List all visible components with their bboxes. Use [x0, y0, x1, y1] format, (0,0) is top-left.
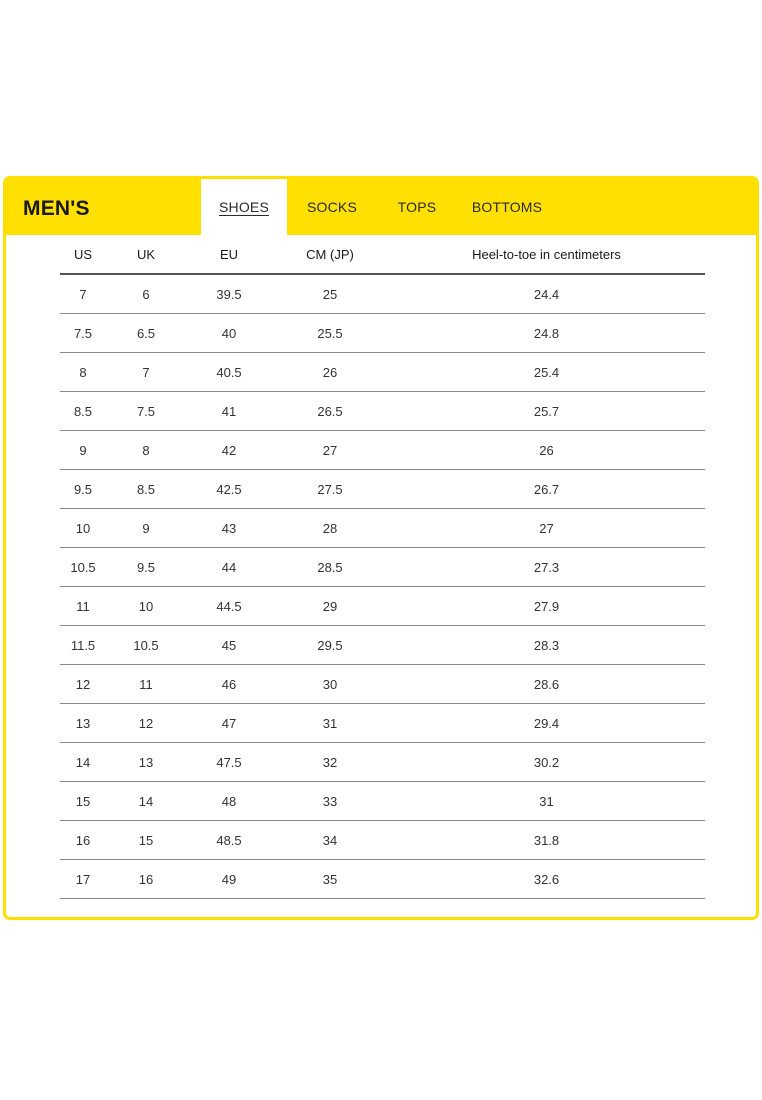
table-row	[60, 860, 705, 899]
cell-eu: 42.5	[186, 470, 272, 509]
cell-us: 15	[60, 782, 106, 821]
cell-us: 16	[60, 821, 106, 860]
cell-cm-jp: 32	[272, 743, 388, 782]
tab-shoes-label: SHOES	[218, 199, 269, 215]
cell-eu: 44	[186, 548, 272, 587]
table-row	[60, 353, 705, 392]
cell-cm-jp: 25.5	[272, 314, 388, 353]
cell-cm-jp: 34	[272, 821, 388, 860]
cell-us: 11.5	[60, 626, 106, 665]
cell-heel-to-toe: 28.6	[388, 665, 705, 704]
table-row	[60, 314, 705, 353]
cell-cm-jp: 27.5	[272, 470, 388, 509]
table-row	[60, 665, 705, 704]
cell-cm-jp: 35	[272, 860, 388, 899]
table-row	[60, 470, 705, 509]
cell-us: 13	[60, 704, 106, 743]
cell-uk: 9	[106, 509, 186, 548]
table-row	[60, 704, 705, 743]
cell-eu: 45	[186, 626, 272, 665]
size-table	[60, 236, 705, 899]
cell-heel-to-toe: 28.3	[388, 626, 705, 665]
cell-uk: 15	[106, 821, 186, 860]
category-tabs	[201, 179, 557, 235]
cell-us: 8	[60, 353, 106, 392]
cell-uk: 12	[106, 704, 186, 743]
cell-us: 12	[60, 665, 106, 704]
cell-us: 14	[60, 743, 106, 782]
cell-uk: 10.5	[106, 626, 186, 665]
cell-uk: 10	[106, 587, 186, 626]
cell-cm-jp: 25	[272, 274, 388, 314]
table-row	[60, 587, 705, 626]
cell-heel-to-toe: 24.4	[388, 274, 705, 314]
cell-cm-jp: 29	[272, 587, 388, 626]
column-header-uk: UK	[106, 236, 186, 274]
cell-heel-to-toe: 31.8	[388, 821, 705, 860]
cell-heel-to-toe: 27	[388, 509, 705, 548]
tab-tops-label: TOPS	[397, 199, 437, 215]
cell-eu: 44.5	[186, 587, 272, 626]
size-chart-card	[3, 176, 759, 920]
cell-eu: 49	[186, 860, 272, 899]
tab-bottoms-label: BOTTOMS	[471, 199, 543, 215]
cell-uk: 9.5	[106, 548, 186, 587]
cell-us: 7.5	[60, 314, 106, 353]
tab-socks-label: SOCKS	[306, 199, 357, 215]
cell-heel-to-toe: 29.4	[388, 704, 705, 743]
table-row	[60, 743, 705, 782]
table-row	[60, 626, 705, 665]
section-title: MEN'S	[23, 197, 90, 220]
cell-heel-to-toe: 25.7	[388, 392, 705, 431]
cell-uk: 7.5	[106, 392, 186, 431]
cell-uk: 8	[106, 431, 186, 470]
cell-heel-to-toe: 26.7	[388, 470, 705, 509]
cell-heel-to-toe: 30.2	[388, 743, 705, 782]
column-header-eu: EU	[186, 236, 272, 274]
cell-heel-to-toe: 32.6	[388, 860, 705, 899]
cell-eu: 47	[186, 704, 272, 743]
table-header-row	[60, 236, 705, 274]
cell-heel-to-toe: 25.4	[388, 353, 705, 392]
cell-us: 10.5	[60, 548, 106, 587]
cell-eu: 42	[186, 431, 272, 470]
cell-heel-to-toe: 31	[388, 782, 705, 821]
tab-bottoms[interactable]	[457, 179, 557, 235]
cell-cm-jp: 29.5	[272, 626, 388, 665]
cell-cm-jp: 27	[272, 431, 388, 470]
cell-eu: 40.5	[186, 353, 272, 392]
tab-socks[interactable]	[287, 179, 377, 235]
tab-tops[interactable]	[377, 179, 457, 235]
column-header-heel-to-toe: Heel-to-toe in centimeters	[388, 236, 705, 274]
cell-heel-to-toe: 27.3	[388, 548, 705, 587]
cell-eu: 47.5	[186, 743, 272, 782]
cell-eu: 48	[186, 782, 272, 821]
column-header-cm-jp: CM (JP)	[272, 236, 388, 274]
cell-uk: 8.5	[106, 470, 186, 509]
cell-heel-to-toe: 24.8	[388, 314, 705, 353]
cell-eu: 48.5	[186, 821, 272, 860]
cell-eu: 39.5	[186, 274, 272, 314]
cell-uk: 13	[106, 743, 186, 782]
cell-us: 17	[60, 860, 106, 899]
cell-uk: 11	[106, 665, 186, 704]
size-chart-header	[6, 179, 756, 235]
cell-uk: 6	[106, 274, 186, 314]
cell-uk: 16	[106, 860, 186, 899]
cell-uk: 14	[106, 782, 186, 821]
cell-us: 11	[60, 587, 106, 626]
cell-heel-to-toe: 27.9	[388, 587, 705, 626]
cell-cm-jp: 33	[272, 782, 388, 821]
cell-cm-jp: 26.5	[272, 392, 388, 431]
cell-heel-to-toe: 26	[388, 431, 705, 470]
cell-uk: 6.5	[106, 314, 186, 353]
column-header-us: US	[60, 236, 106, 274]
cell-eu: 46	[186, 665, 272, 704]
cell-cm-jp: 31	[272, 704, 388, 743]
cell-cm-jp: 30	[272, 665, 388, 704]
cell-uk: 7	[106, 353, 186, 392]
cell-us: 9.5	[60, 470, 106, 509]
tab-shoes[interactable]	[201, 179, 287, 235]
table-row	[60, 509, 705, 548]
cell-eu: 41	[186, 392, 272, 431]
cell-us: 7	[60, 274, 106, 314]
cell-us: 9	[60, 431, 106, 470]
cell-cm-jp: 26	[272, 353, 388, 392]
size-table-body	[60, 274, 705, 899]
table-row	[60, 431, 705, 470]
cell-eu: 40	[186, 314, 272, 353]
cell-us: 8.5	[60, 392, 106, 431]
cell-us: 10	[60, 509, 106, 548]
table-row	[60, 548, 705, 587]
cell-cm-jp: 28.5	[272, 548, 388, 587]
table-row	[60, 274, 705, 314]
cell-eu: 43	[186, 509, 272, 548]
cell-cm-jp: 28	[272, 509, 388, 548]
table-row	[60, 821, 705, 860]
table-row	[60, 782, 705, 821]
table-row	[60, 392, 705, 431]
